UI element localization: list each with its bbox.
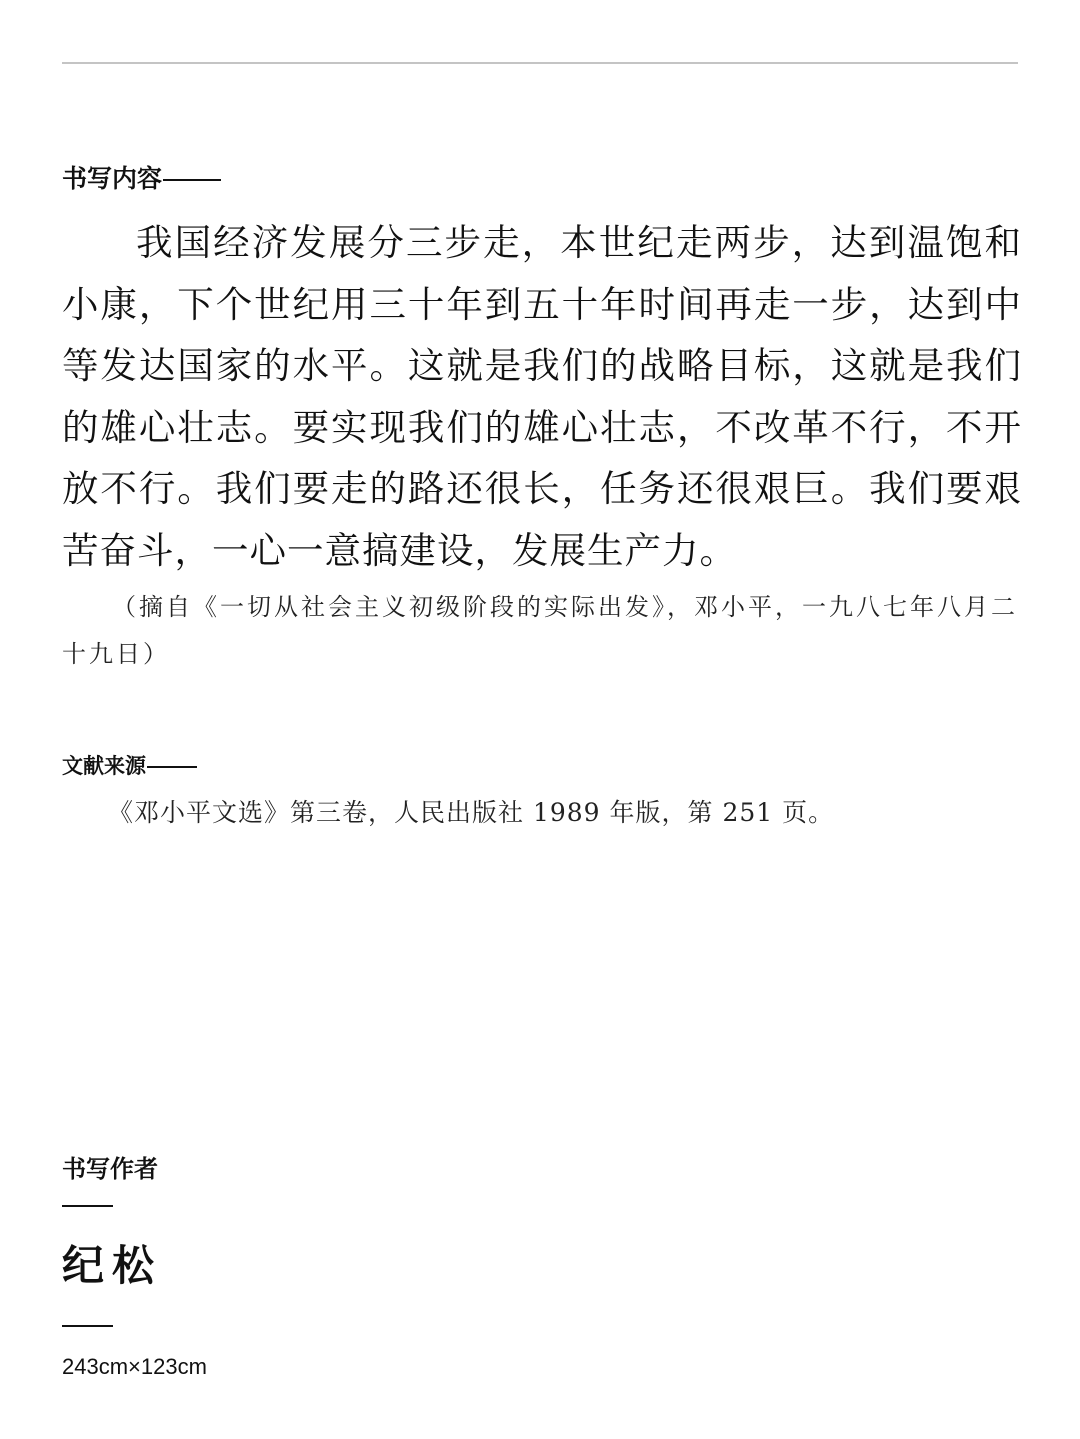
content-section-heading [62, 162, 221, 196]
top-divider [62, 62, 1018, 64]
artwork-dimensions: 243cm×123cm [62, 1354, 207, 1379]
author-divider-bottom [62, 1325, 113, 1327]
source-section-label: 文献来源 [62, 754, 146, 778]
source-reference: 《邓小平文选》第三卷，人民出版社 1989 年版，第 251 页。 [108, 798, 835, 827]
quote-body: 我国经济发展分三步走，本世纪走两步，达到温饱和小康，下个世纪用三十年到五十年时间再走一步，达到中等发达国家的水平。这就是我们的战略目标，这就是我们的雄心壮志。要实现我们的雄心壮志，不改革不行，不开放不行。我们要走的路还很长，任务还很艰巨。我们要艰苦奋斗，一心一意搞建设，发展生产力。 [62, 221, 1022, 572]
source-section-heading [62, 752, 197, 780]
heading-dash [163, 179, 221, 181]
author-section-label: 书写作者 [62, 1155, 158, 1183]
author-name: 纪松 [62, 1241, 163, 1290]
content-section-label: 书写内容 [62, 164, 163, 193]
author-divider-top [62, 1205, 113, 1207]
quote-citation: （摘自《一切从社会主义初级阶段的实际出发》，邓小平，一九八七年八月二十九日） [62, 593, 1018, 668]
heading-dash [147, 766, 197, 768]
